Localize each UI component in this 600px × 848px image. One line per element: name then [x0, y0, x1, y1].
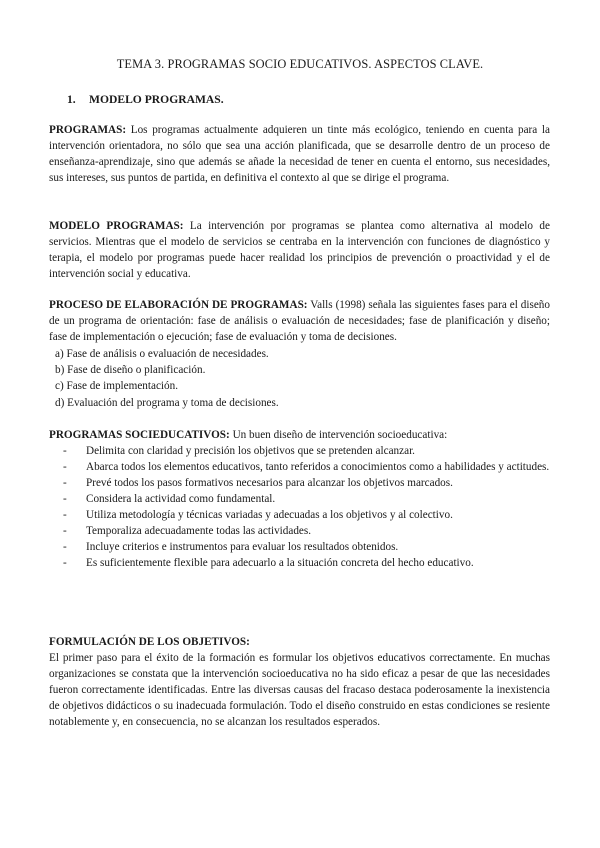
phases-list — [55, 346, 279, 411]
paragraph-proceso-elaboracion — [49, 297, 550, 345]
list-bullet: - — [63, 509, 67, 521]
list-item-text: Temporaliza adecuadamente todas las actividades. — [86, 525, 312, 537]
paragraph-label: PROGRAMAS: — [49, 124, 127, 136]
list-item-text: Abarca todos los elementos educativos, tanto referidos a conocimientos como a habilidades y actitudes. — [86, 461, 550, 473]
list-bullet: - — [63, 477, 67, 489]
list-bullet: - — [63, 541, 67, 553]
paragraph-text: Valls (1998) señala las siguientes fases para el diseño de un programa de orientación: fase de análisis o evaluación de necesidades; fase de planificación y diseño; fase de implementación o ejecución; fase de evaluación y toma de decisiones. — [49, 299, 550, 343]
paragraph-text: La intervención por programas se plantea como alternativa al modelo de servicios. Mientras que el modelo de servicios se centraba en la intervención con funciones de diagnóstico y terapia, el modelo por programas puede hacer realidad los principios de prevención o proactividad y el de intervención social y educativa. — [49, 220, 550, 280]
paragraph-text: Los programas actualmente adquieren un tinte más ecológico, teniendo en cuenta para la intervención orientadora, no sólo que sea una acción planificada, que se desarrolle dentro de un proceso de enseñanza-aprendizaje, sino que además se añade la necesidad de tener en cuenta el entorno, sus necesidades, sus intereses, sus puntos de partida, en definitiva el contexto al que se dirige el programa. — [49, 124, 550, 184]
list-item — [63, 475, 550, 491]
paragraph-formulacion-objetivos — [49, 634, 550, 730]
list-item: b) Fase de diseño o planificación. — [55, 364, 206, 377]
list-item — [63, 539, 550, 555]
list-item-text: Delimita con claridad y precisión los objetivos que se pretenden alcanzar. — [86, 445, 415, 457]
list-item — [63, 507, 550, 523]
list-item: a) Fase de análisis o evaluación de necesidades. — [55, 348, 269, 360]
list-item — [63, 523, 550, 539]
section-heading-text: MODELO PROGRAMAS. — [89, 93, 224, 106]
document-title: TEMA 3. PROGRAMAS SOCIO EDUCATIVOS. ASPECTOS CLAVE. — [116, 57, 484, 71]
list-bullet: - — [63, 461, 67, 473]
list-item — [63, 459, 550, 475]
section-heading — [67, 92, 224, 108]
paragraph-programas — [49, 122, 550, 186]
list-item-text: Es suficientemente flexible para adecuarlo a la situación concreta del hecho educativo. — [86, 557, 474, 569]
paragraph-label: FORMULACIÓN DE LOS OBJETIVOS: — [49, 636, 250, 648]
design-criteria-list — [63, 443, 550, 571]
list-bullet: - — [63, 493, 67, 505]
list-item: c) Fase de implementación. — [55, 380, 179, 393]
paragraph-label: PROGRAMAS SOCIEDUCATIVOS: — [49, 429, 230, 441]
paragraph-text: El primer paso para el éxito de la formación es formular los objetivos educativos correctamente. En muchas organizaciones se constata que la intervención socioeducativa no ha sido eficaz a pesar de que las necesidades fueron correctamente identificadas. Entre las diversas causas del fracaso destaca poderosamente la inexistencia de objetivos didácticos o su inadecuada formulación. Todo el diseño construido en estas condiciones se resiente notablemente y, en consecuencia, no se alcanzan los resultados esperados. — [49, 652, 550, 728]
list-bullet: - — [63, 445, 67, 457]
list-item-text: Incluye criterios e instrumentos para evaluar los resultados obtenidos. — [86, 541, 399, 553]
list-item-text: Utiliza metodología y técnicas variadas y adecuadas a los objetivos y al colectivo. — [86, 509, 453, 521]
list-item — [63, 491, 550, 507]
paragraph-programas-socioeducativos — [49, 427, 550, 443]
list-item-text: Considera la actividad como fundamental. — [86, 493, 276, 505]
list-item-text: Prevé todos los pasos formativos necesarios para alcanzar los objetivos marcados. — [86, 477, 453, 489]
list-bullet: - — [63, 557, 67, 569]
list-item: d) Evaluación del programa y toma de decisiones. — [55, 396, 279, 409]
section-number: 1. — [67, 93, 76, 106]
list-item — [63, 443, 550, 459]
list-bullet: - — [63, 525, 67, 537]
paragraph-label: PROCESO DE ELABORACIÓN DE PROGRAMAS: — [49, 299, 308, 311]
paragraph-text: Un buen diseño de intervención socioeducativa: — [229, 429, 448, 441]
paragraph-modelo-programas — [49, 218, 550, 282]
list-item — [63, 555, 550, 571]
paragraph-label: MODELO PROGRAMAS: — [49, 220, 184, 232]
